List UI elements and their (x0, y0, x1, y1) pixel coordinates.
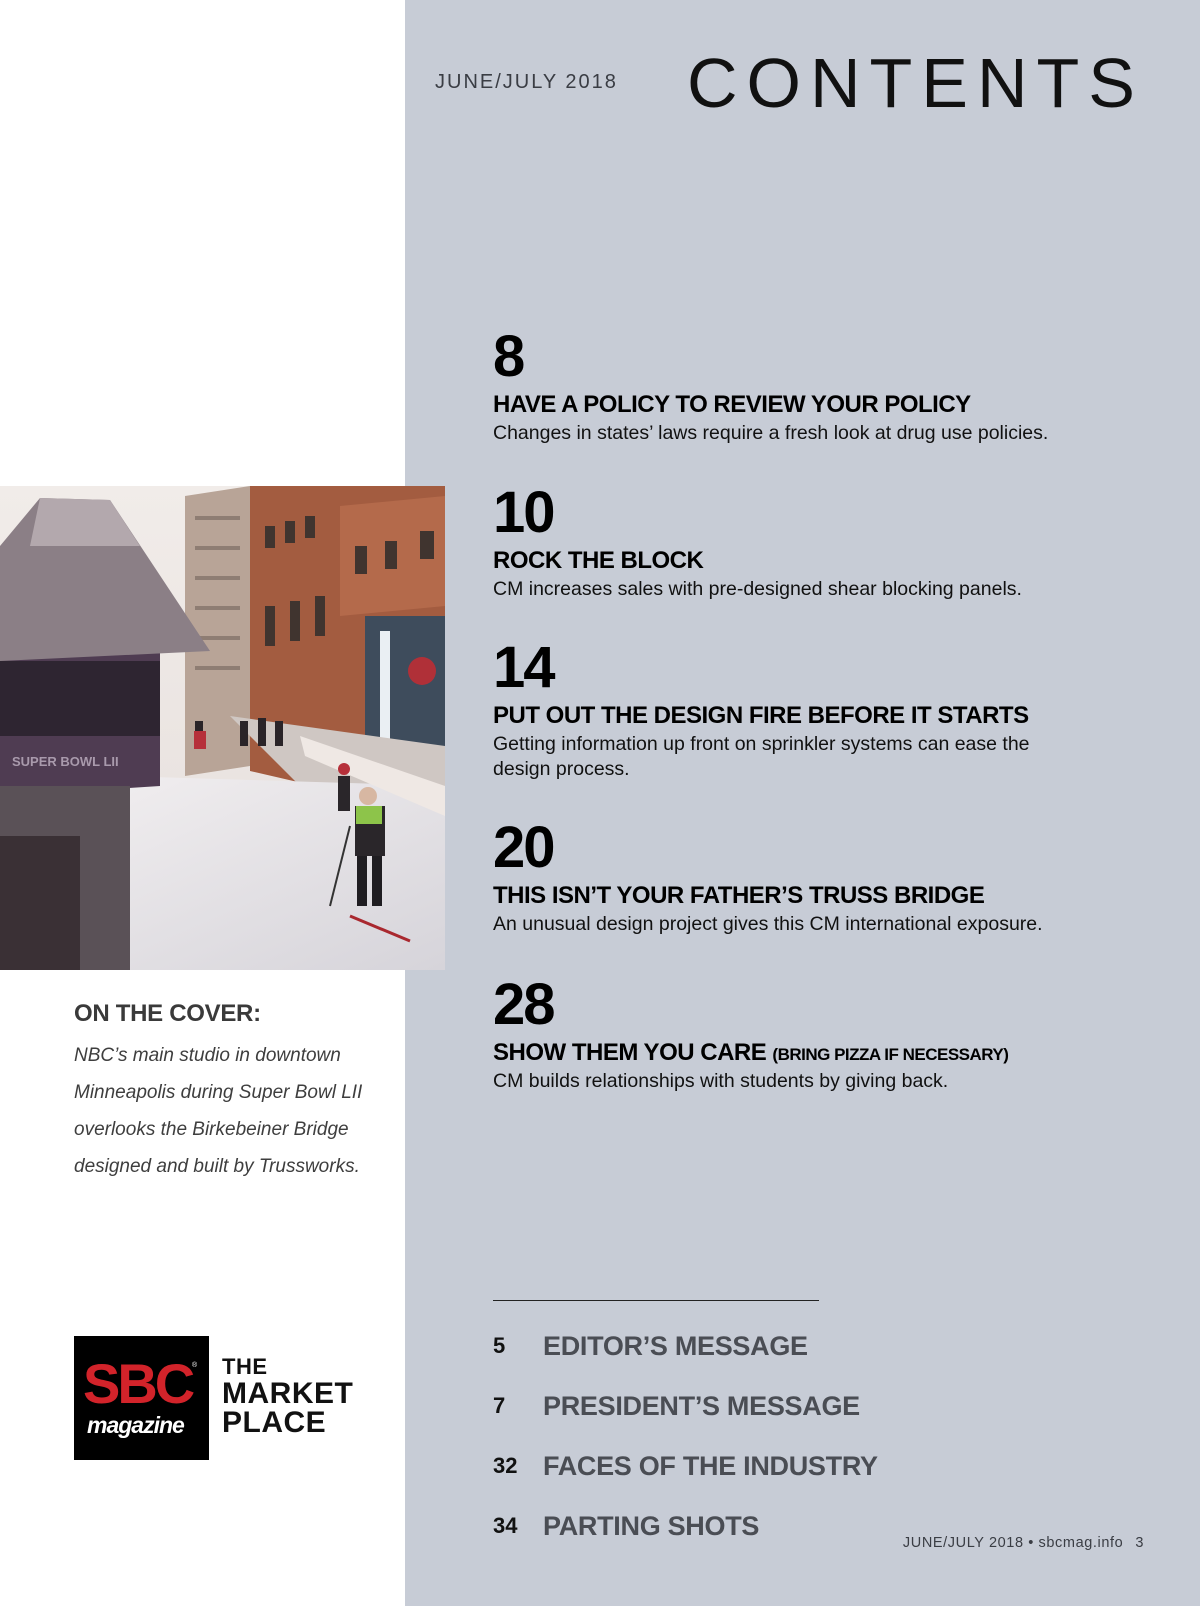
department-page-number: 32 (493, 1453, 518, 1478)
feature-item[interactable] (493, 324, 1153, 446)
feature-page-number: 8 (493, 324, 524, 389)
cover-heading: ON THE COVER: (74, 1000, 261, 1027)
department-item[interactable] (493, 1446, 993, 1486)
department-page-number: 34 (493, 1513, 518, 1538)
feature-description: Getting information up front on sprinkler systems can ease the design process. (493, 733, 1030, 780)
department-label: PRESIDENT’S MESSAGE (543, 1390, 860, 1421)
section-name-the: THE (222, 1354, 268, 1379)
logo-brand: SBC (83, 1352, 193, 1415)
feature-title: ROCK THE BLOCK (493, 547, 704, 574)
feature-title: HAVE A POLICY TO REVIEW YOUR POLICY (493, 391, 971, 418)
cover-photo (0, 486, 445, 970)
feature-item[interactable] (493, 972, 1153, 1094)
issue-date: JUNE/JULY 2018 (435, 71, 618, 93)
feature-page-number: 20 (493, 815, 554, 880)
section-name-line1: MARKET (222, 1377, 354, 1410)
feature-item[interactable] (493, 480, 1153, 602)
feature-title: THIS ISN’T YOUR FATHER’S TRUSS BRIDGE (493, 882, 985, 909)
feature-title: SHOW THEM YOU CARE (BRING PIZZA IF NECESSARY) (493, 1039, 1009, 1066)
feature-page-number: 14 (493, 635, 554, 700)
feature-description: Changes in states’ laws require a fresh look at drug use policies. (493, 422, 1049, 444)
photo-sign-text: SUPER BOWL LII (12, 754, 119, 769)
footer-issue: JUNE/JULY 2018 • sbcmag.info (902, 1535, 1124, 1551)
page-footer (903, 1535, 1144, 1551)
logo-sub: magazine (87, 1412, 184, 1438)
department-label: PARTING SHOTS (543, 1510, 760, 1541)
trademark-mark: ® (192, 1362, 198, 1369)
section-name-line2: PLACE (222, 1406, 327, 1439)
feature-description: An unusual design project gives this CM international exposure. (493, 913, 1043, 935)
section-divider (493, 1300, 819, 1301)
sbc-magazine-logo (74, 1336, 209, 1460)
page-number: 3 (1135, 1535, 1144, 1551)
department-page-number: 5 (493, 1333, 506, 1358)
department-label: EDITOR’S MESSAGE (543, 1330, 808, 1361)
feature-item[interactable] (493, 815, 1153, 937)
page-title: CONTENTS (687, 44, 1144, 122)
feature-page-number: 28 (493, 972, 554, 1037)
department-page-number: 7 (493, 1393, 506, 1418)
department-label: FACES OF THE INDUSTRY (543, 1450, 878, 1481)
feature-title-aside: (BRING PIZZA IF NECESSARY) (772, 1045, 1009, 1064)
department-item[interactable] (493, 1326, 993, 1366)
feature-description: CM increases sales with pre-designed shear blocking panels. (493, 578, 1022, 600)
cover-caption: NBC’s main studio in downtown Minneapolis during Super Bowl LII overlooks the Birkebeiner Bridge designed and built by Trussworks. (74, 1045, 363, 1177)
feature-page-number: 10 (493, 480, 554, 545)
feature-title: PUT OUT THE DESIGN FIRE BEFORE IT STARTS (493, 702, 1029, 729)
feature-description: CM builds relationships with students by giving back. (493, 1070, 949, 1092)
feature-item[interactable] (493, 635, 1153, 782)
section-name (222, 1355, 372, 1437)
department-item[interactable] (493, 1386, 993, 1426)
